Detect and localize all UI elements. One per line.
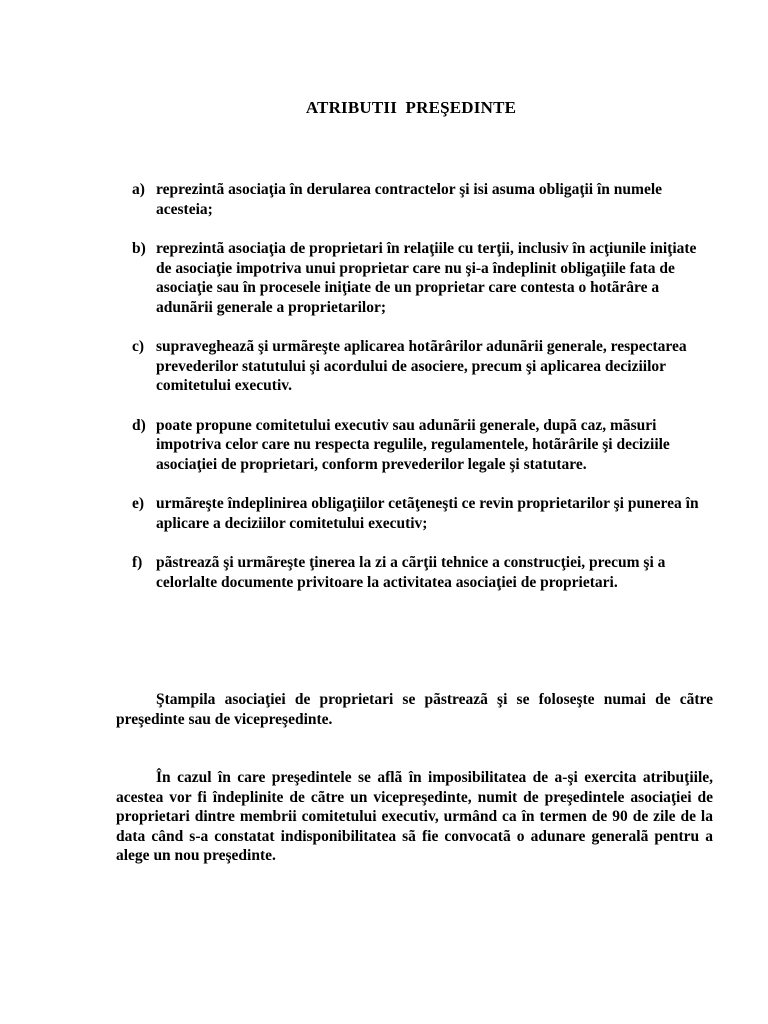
list-item xyxy=(132,337,702,396)
list-item-letter: f) xyxy=(132,554,143,571)
list-item-text: poate propune comitetului executiv sau adunãrii generale, dupã caz, mãsuri impotriva celor care nu respecta regulile, regulamentele, hotãrârile şi deciziile asociaţiei de proprietari, conform prevederilor legale şi statutare. xyxy=(156,416,670,473)
list-item-text: reprezintã asociaţia în derularea contractelor şi isi asuma obligaţii în numele acesteia; xyxy=(156,181,663,218)
list-item-text: pãstreazã şi urmãreşte ţinerea la zi a cãrţii tehnice a construcţiei, precum şi a celorlalte documente privitoare la activitatea asociaţiei de proprietari. xyxy=(156,554,666,591)
list-item-letter: e) xyxy=(132,495,145,512)
list-item xyxy=(132,416,702,475)
stamp-paragraph: Ştampila asociaţiei de proprietari se pãstreazã şi se foloseşte numai de cãtre preşedinte sau de vicepreşedinte. xyxy=(116,691,713,728)
list-item-letter: d) xyxy=(132,416,146,434)
list-item xyxy=(132,180,702,219)
list-item-text: urmãreşte îndeplinirea obligaţiilor cetãţeneşti ce revin proprietarilor şi punerea în aplicare a deciziilor comitetului executiv; xyxy=(156,495,699,532)
list-item-letter: b) xyxy=(132,240,146,257)
replacement-paragraph: În cazul în care preşedintele se aflã în imposibilitatea de a-şi exercita atribuţiile, acestea vor fi îndeplinite de cãtre un vicepreşedinte, numit de preşedintele asociaţiei de proprietari dintre membrii comitetului executiv, urmând ca în termen de 90 de zile de la data când s-a constatat indisponibilitatea sã fie convocatã o adunare generalã pentru a alege un nou preşedinte. xyxy=(116,769,713,864)
list-item-letter: a) xyxy=(132,181,145,198)
list-item-letter: c) xyxy=(132,338,145,355)
list-item xyxy=(132,239,702,317)
attributes-list xyxy=(132,180,702,592)
list-item-text: reprezintã asociaţia de proprietari în relaţiile cu terţii, inclusiv în acţiunile iniţiate de asociaţie impotriva unui proprietar care nu şi-a îndeplinit obligaţiile fata de asociaţie sau în procesele iniţiate de un proprietar care contesta o hotãrâre a adunãrii generale a proprietarilor; xyxy=(156,240,697,316)
list-item xyxy=(132,494,702,533)
list-item xyxy=(132,553,702,592)
list-item-text: supravegheazã şi urmãreşte aplicarea hotãrârilor adunãrii generale, respectarea prevederilor statutului şi acordului de asociere, precum şi aplicarea deciziilor comitetului executiv. xyxy=(156,338,687,394)
document-title: ATRIBUTII PREŞEDINTE xyxy=(305,98,517,117)
